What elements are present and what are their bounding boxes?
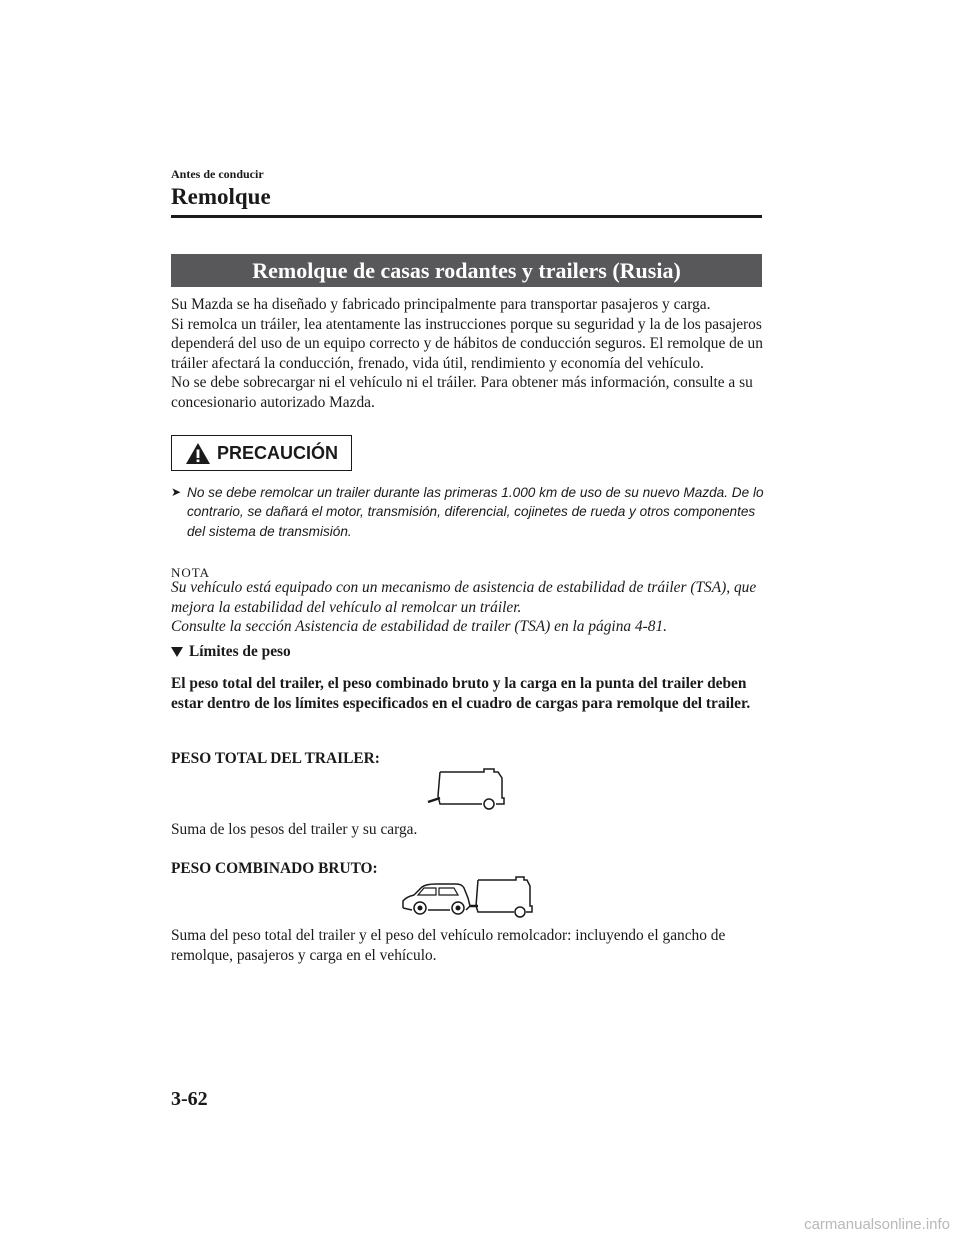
total-weight-title: PESO TOTAL DEL TRAILER: bbox=[171, 750, 380, 767]
total-weight-desc: Suma de los pesos del trailer y su carga. bbox=[171, 821, 418, 838]
note-line-2: Consulte la sección Asistencia de estabilidad de trailer (TSA) en la página 4-81. bbox=[171, 618, 668, 636]
intro-paragraph-3: No se debe sobrecargar ni el vehículo ni el tráiler. Para obtener más información, consulte a su concesionario autorizado Mazda. bbox=[171, 374, 753, 411]
intro-paragraph-2: Si remolca un tráiler, lea atentamente las instrucciones porque su seguridad y la de los pasajeros dependerá del uso de un equipo correcto y de hábitos de conducción seguros. El remolque de un tráiler afectará la conducción, frenado, vida útil, rendimiento y economía del vehículo. bbox=[171, 315, 763, 372]
warning-triangle-icon bbox=[185, 442, 211, 465]
caution-label: PRECAUCIÓN bbox=[216, 442, 338, 463]
section-banner: Remolque de casas rodantes y trailers (Rusia) bbox=[171, 254, 762, 287]
weight-limits-intro: El peso total del trailer, el peso combinado bruto y la carga en la punta del trailer deben estar dentro de los límites especificados en el cuadro de cargas para remolque del trailer. bbox=[171, 675, 751, 712]
caution-item bbox=[171, 483, 767, 541]
combined-weight-desc: Suma del peso total del trailer y el peso del vehículo remolcador: incluyendo el gancho de remolque, pasajeros y carga en el vehículo. bbox=[171, 927, 726, 964]
watermark: carmanualsonline.info bbox=[804, 1216, 950, 1233]
caution-item-text: No se debe remolcar un trailer durante las primeras 1.000 km de uso de su nuevo Mazda. De lo contrario, se dañará el motor, transmisión, diferencial, cojinetes de rueda y otros componentes del sistema de transmisión. bbox=[187, 485, 764, 539]
weight-limits-heading bbox=[171, 643, 291, 661]
page-number: 3-62 bbox=[171, 1088, 208, 1110]
triangle-down-icon bbox=[171, 647, 183, 657]
weight-limits-heading-text: Límites de peso bbox=[189, 643, 291, 660]
car-and-trailer-icon bbox=[398, 876, 533, 918]
trailer-icon bbox=[424, 768, 508, 810]
chapter-title: Remolque bbox=[171, 184, 271, 209]
combined-weight-title: PESO COMBINADO BRUTO: bbox=[171, 860, 378, 877]
note-line-1: Su vehículo está equipado con un mecanismo de asistencia de estabilidad de tráiler (TSA), que mejora la estabilidad del vehículo al remolcar un tráiler. bbox=[171, 579, 757, 616]
note-title: NOTA bbox=[171, 565, 211, 580]
intro-text bbox=[171, 295, 771, 413]
note-body bbox=[171, 578, 771, 637]
bullet-arrow-icon: ➤ bbox=[171, 485, 182, 499]
chapter-divider bbox=[171, 215, 762, 218]
caution-box bbox=[171, 435, 352, 471]
section-label: Antes de conducir bbox=[171, 167, 264, 181]
intro-line-1: Su Mazda se ha diseñado y fabricado principalmente para transportar pasajeros y carga. bbox=[171, 296, 711, 313]
